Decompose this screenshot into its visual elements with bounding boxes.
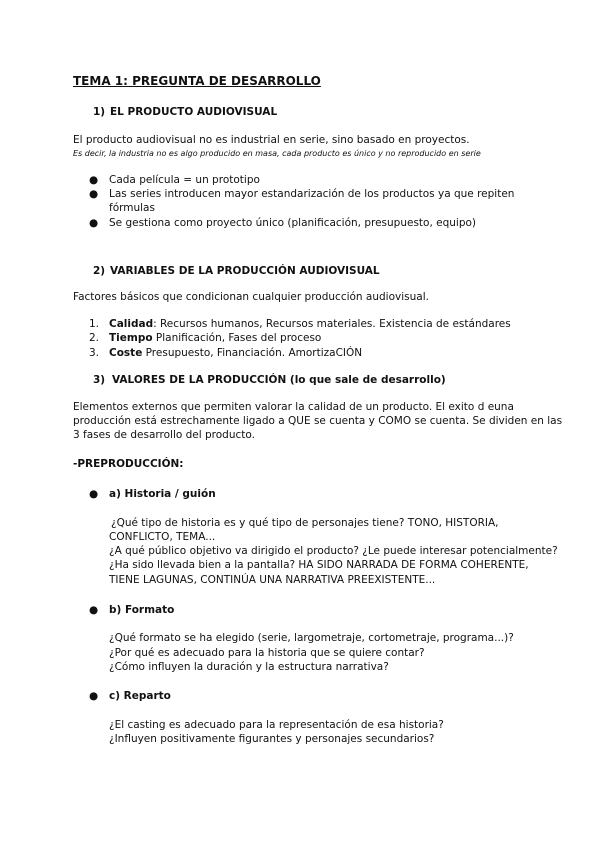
section3-line-2: producción está estrechamente ligado a QUE se cuenta y COMO se cuenta. Se dividen en las xyxy=(73,415,563,427)
reparto-line-1: ¿El casting es adecuado para la representación de esa historia? xyxy=(109,719,444,731)
bullet-dot: ● xyxy=(89,174,99,186)
historia-line-1: ¿Qué tipo de historia es y qué tipo de personajes tiene? TONO, HISTORIA, xyxy=(111,517,499,529)
bullet-dot: ● xyxy=(89,690,99,702)
historia-line-2: CONFLICTO, TEMA... xyxy=(109,531,216,543)
section1-bullet-3: Se gestiona como proyecto único (planificación, presupuesto, equipo) xyxy=(109,217,477,229)
section3-heading: VALORES DE LA PRODUCCIÓN (lo que sale de desarrollo) xyxy=(112,374,446,386)
section1-intro: El producto audiovisual no es industrial en serie, sino basado en proyectos. xyxy=(73,134,470,146)
list-text: : Recursos humanos, Recursos materiales. Existencia de estándares xyxy=(153,318,511,330)
list-text: Planificación, Fases del proceso xyxy=(152,332,322,344)
section3-number: 3) xyxy=(93,374,106,386)
formato-line-3: ¿Cómo influyen la duración y la estructura narrativa? xyxy=(109,661,389,673)
section2-number: 2) xyxy=(93,265,106,277)
historia-line-4: ¿Ha sido llevada bien a la pantalla? HA SIDO NARRADA DE FORMA COHERENTE, xyxy=(109,559,529,571)
list-term: Calidad xyxy=(109,318,154,330)
formato-label: b) Formato xyxy=(109,604,175,616)
section1-note: Es decir, la industria no es algo producido en masa, cada producto es único y no reproducido en serie xyxy=(73,149,481,158)
bullet-dot: ● xyxy=(89,604,99,616)
reparto-label: c) Reparto xyxy=(109,690,171,702)
formato-line-2: ¿Por qué es adecuado para la historia que se quiere contar? xyxy=(109,647,425,659)
section1-bullet-1: Cada película = un prototipo xyxy=(109,174,260,186)
section2-heading: VARIABLES DE LA PRODUCCIÓN AUDIOVISUAL xyxy=(110,265,380,277)
list-term: Coste xyxy=(109,347,143,359)
section1-bullet-2-cont: fórmulas xyxy=(109,202,155,214)
section1-bullet-2: Las series introducen mayor estandarización de los productos ya que repiten xyxy=(109,188,515,200)
bullet-dot: ● xyxy=(89,488,99,500)
historia-line-3: ¿A qué público objetivo va dirigido el producto? ¿Le puede interesar potencialmente? xyxy=(109,545,558,557)
preproduccion-heading: -PREPRODUCCIÓN: xyxy=(73,458,184,470)
bullet-dot: ● xyxy=(89,217,99,229)
reparto-line-2: ¿Influyen positivamente figurantes y personajes secundarios? xyxy=(109,733,435,745)
section3-line-1: Elementos externos que permiten valorar la calidad de un producto. El exito d euna xyxy=(73,401,514,413)
historia-line-5: TIENE LAGUNAS, CONTINÚA UNA NARRATIVA PREEXISTENTE... xyxy=(109,574,436,586)
page-title: TEMA 1: PREGUNTA DE DESARROLLO xyxy=(73,74,321,88)
formato-line-1: ¿Qué formato se ha elegido (serie, largometraje, cortometraje, programa...)? xyxy=(109,632,514,644)
list-item-coste xyxy=(109,346,362,361)
section2-intro: Factores básicos que condicionan cualquier producción audiovisual. xyxy=(73,291,429,303)
list-number: 3. xyxy=(89,347,100,359)
list-item-calidad xyxy=(109,317,511,332)
list-number: 1. xyxy=(89,318,100,330)
list-text: Presupuesto, Financiación. AmortizaCIÓN xyxy=(142,347,363,359)
historia-label: a) Historia / guión xyxy=(109,488,216,500)
section3-line-3: 3 fases de desarrollo del producto. xyxy=(73,429,255,441)
section1-heading: EL PRODUCTO AUDIOVISUAL xyxy=(110,106,278,118)
list-number: 2. xyxy=(89,332,100,344)
list-item-tiempo xyxy=(109,331,321,346)
bullet-dot: ● xyxy=(89,188,99,200)
section1-number: 1) xyxy=(93,106,106,118)
list-term: Tiempo xyxy=(109,332,153,344)
